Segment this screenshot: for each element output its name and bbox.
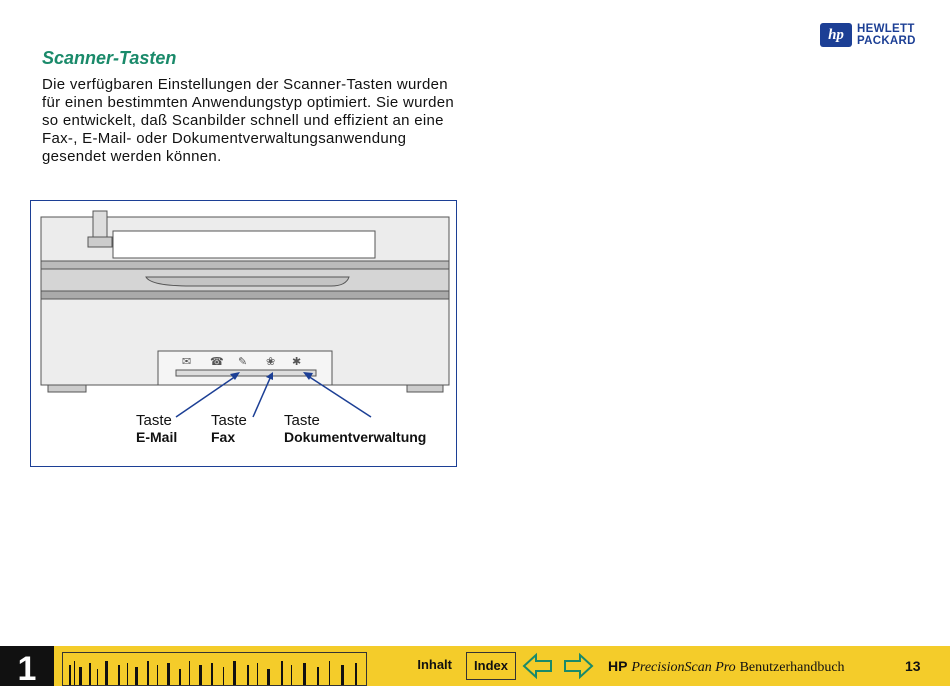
index-button[interactable]: Index bbox=[466, 652, 516, 680]
label-fax-button bbox=[211, 412, 247, 446]
label-fax-line2: Fax bbox=[211, 429, 236, 445]
label-fax-line1: Taste bbox=[211, 412, 247, 429]
back-arrow-icon[interactable] bbox=[522, 652, 554, 680]
manual-title bbox=[608, 658, 845, 676]
intro-paragraph: Die verfügbaren Einstellungen der Scanner-Tasten wurden für einen bestimmten Anwendungstyp optimiert. Sie wurden so entwickelt, daß Scanbilder schnell und effizient an eine Fax-, E-Mail- oder Dokumentverwaltungsanwendung gesendet werden können. bbox=[42, 76, 455, 165]
page-number: 13 bbox=[905, 658, 921, 674]
label-email-line2: E-Mail bbox=[136, 429, 178, 445]
label-email-line1: Taste bbox=[136, 412, 172, 429]
svg-text:❀: ❀ bbox=[266, 355, 276, 368]
page-title: Scanner-Tasten bbox=[42, 48, 177, 68]
svg-text:✉: ✉ bbox=[182, 355, 192, 368]
hp-logo-line2: PACKARD bbox=[857, 35, 916, 47]
footer-bar bbox=[0, 646, 950, 686]
forward-arrow-icon[interactable] bbox=[562, 652, 594, 680]
hp-logo bbox=[820, 23, 916, 47]
manual-product: PrecisionScan Pro bbox=[631, 660, 736, 675]
chapter-thumbnail-strip[interactable] bbox=[62, 652, 367, 686]
hp-logo-mark: hp bbox=[820, 23, 852, 47]
contents-button[interactable]: Inhalt bbox=[417, 657, 452, 672]
label-document-line1: Taste bbox=[284, 412, 320, 429]
hp-logo-text bbox=[857, 23, 916, 47]
label-email-button bbox=[136, 412, 177, 446]
svg-text:✱: ✱ bbox=[292, 355, 302, 368]
chapter-number: 1 bbox=[0, 646, 54, 686]
manual-brand: HP bbox=[608, 658, 628, 674]
manual-rest: Benutzerhandbuch bbox=[739, 660, 845, 675]
label-document-line2: Dokumentverwaltung bbox=[284, 429, 427, 445]
hp-logo-line1: HEWLETT bbox=[857, 23, 915, 35]
label-document-button bbox=[284, 412, 426, 446]
svg-text:☎: ☎ bbox=[210, 355, 224, 368]
svg-text:✎: ✎ bbox=[238, 355, 248, 368]
scanner-figure bbox=[30, 200, 457, 467]
